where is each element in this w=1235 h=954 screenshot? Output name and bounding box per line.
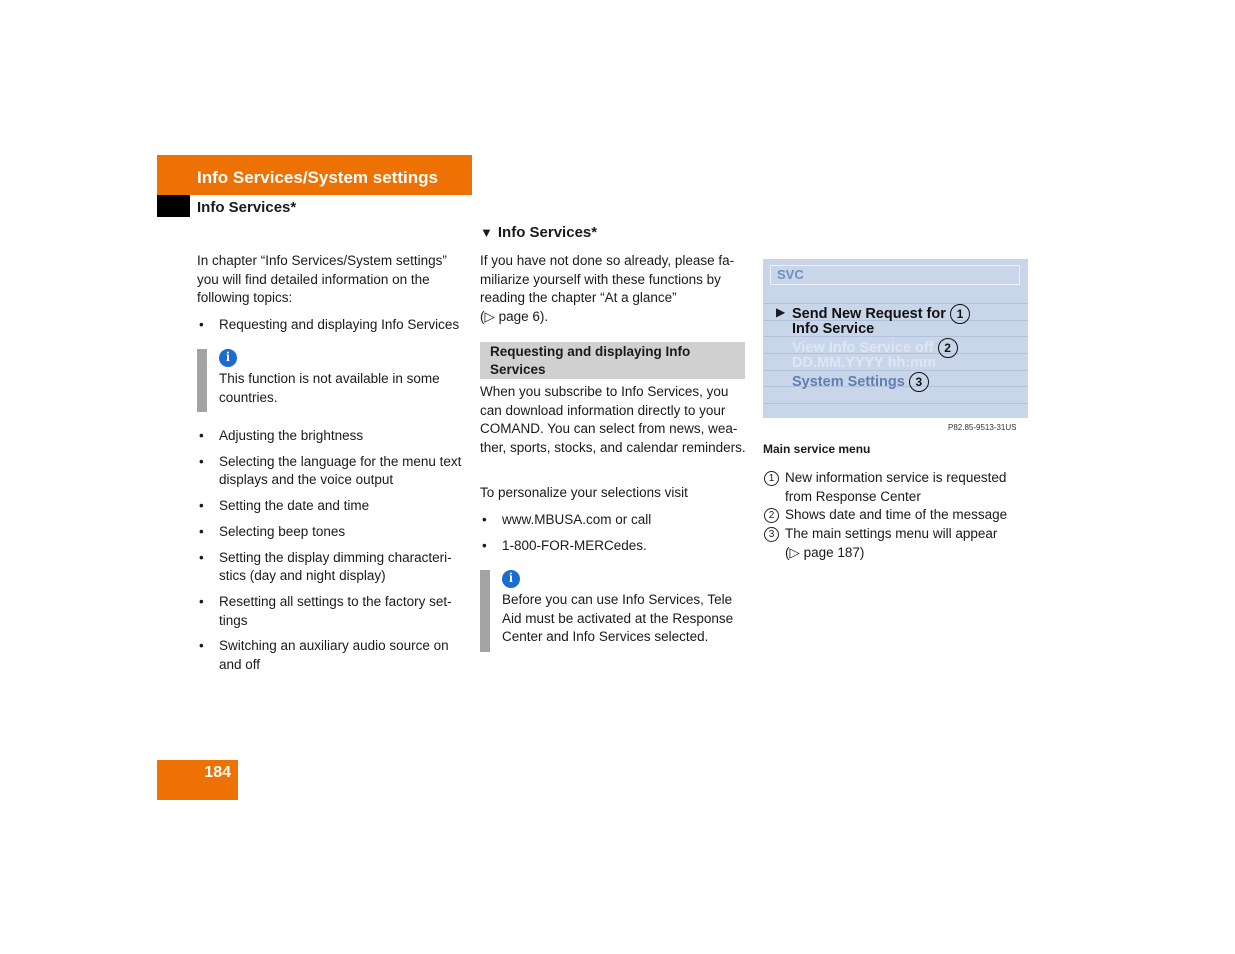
- page-number-box: [157, 760, 238, 800]
- info-note-left: [197, 349, 471, 412]
- legend-row: [763, 506, 1033, 525]
- section-heading: [480, 224, 597, 241]
- links-list: [480, 511, 748, 555]
- info-icon: i: [502, 570, 520, 588]
- list-item: • 1-800-FOR-MERCedes.: [480, 537, 748, 556]
- legend-text: New information service is requested from Response Center: [785, 470, 1007, 504]
- subheader-marker: [157, 195, 190, 217]
- callout-2: 2: [938, 338, 958, 358]
- left-intro: In chapter “Info Services/System settings” you will find detailed information on the following topics:: [197, 253, 447, 306]
- page-reference: (▷ page 6).: [480, 309, 549, 325]
- page-number: 184: [204, 764, 231, 781]
- list-item: • Requesting and displaying Info Services: [197, 316, 467, 335]
- list-item: • Setting the display dimming characteristics (day and night display): [197, 549, 467, 586]
- divider: [763, 403, 1028, 404]
- note-text: Before you can use Info Services, Tele Aid must be activated at the Response Center and Info Services selected.: [502, 592, 734, 645]
- topics-list-b: [197, 427, 467, 675]
- triangle-down-icon: ▼: [480, 225, 493, 240]
- menu-item-label: Send New Request for: [792, 305, 946, 322]
- chapter-header: [157, 155, 472, 195]
- legend-row: [763, 525, 1033, 562]
- personalize-text: To personalize your selections visit: [480, 485, 688, 500]
- legend-text: The main settings menu will appear: [785, 526, 998, 542]
- svc-tab-label: SVC: [777, 267, 804, 282]
- list-item: • Selecting the language for the menu text displays and the voice output: [197, 453, 467, 490]
- service-menu-screen: [763, 259, 1028, 418]
- info-note-middle: [480, 570, 748, 652]
- legend-text: Shows date and time of the message: [785, 507, 1008, 523]
- info-icon: i: [219, 349, 237, 367]
- topics-list-a: [197, 316, 467, 335]
- intro-text: If you have not done so already, please familiarize yourself with these functions by reading the chapter “At a glance”: [480, 253, 735, 306]
- note-text: This function is not available in some countries.: [219, 371, 440, 405]
- list-item: • Setting the date and time: [197, 497, 467, 516]
- callout-legend: [763, 469, 1033, 563]
- page-reference: (▷ page 187): [785, 544, 865, 560]
- figure-caption: Main service menu: [763, 442, 871, 456]
- section-title-box: [480, 342, 745, 379]
- middle-intro: [480, 252, 748, 327]
- svc-tab: [770, 265, 1020, 285]
- legend-row: [763, 469, 1033, 506]
- middle-body: When you subscribe to Info Services, you can download information directly to your COMAND. You can select from news, weather, sports, stocks, and calendar reminders.: [480, 384, 746, 456]
- callout-number: 1: [764, 471, 779, 486]
- menu-item-send-request-line2: Info Service: [792, 321, 875, 337]
- list-item: • Switching an auxiliary audio source on and off: [197, 637, 467, 674]
- menu-item-label: System Settings: [792, 373, 905, 390]
- list-item: • www.MBUSA.com or call: [480, 511, 748, 530]
- list-item: • Adjusting the brightness: [197, 427, 467, 446]
- callout-1: 1: [950, 304, 970, 324]
- list-item: • Resetting all settings to the factory settings: [197, 593, 467, 630]
- menu-item-label: View Info Service off: [792, 339, 934, 356]
- callout-number: 3: [764, 527, 779, 542]
- section-title: Requesting and displaying Info Services: [490, 344, 691, 377]
- callout-3: 3: [909, 372, 929, 392]
- list-item: • Selecting beep tones: [197, 523, 467, 542]
- image-code: P82.85-9513-31US: [948, 423, 1017, 432]
- chapter-title: Info Services/System settings: [197, 168, 438, 187]
- menu-item-system-settings: [792, 372, 929, 392]
- menu-item-date-time: DD.MM.YYYY hh:mm: [792, 355, 936, 371]
- arrow-right-icon: ▶: [776, 305, 786, 319]
- heading-text: Info Services*: [497, 224, 598, 241]
- section-subtitle: Info Services*: [197, 199, 297, 216]
- callout-number: 2: [764, 508, 779, 523]
